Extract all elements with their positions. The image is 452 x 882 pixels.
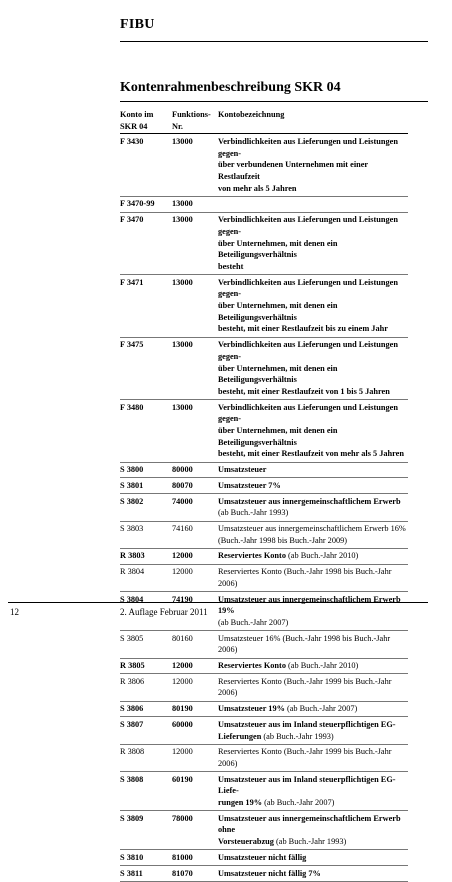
- table-row: [120, 850, 408, 866]
- table-row: [120, 659, 408, 675]
- cell-funktionsnr: 81070: [172, 868, 193, 878]
- cell-kontobezeichnung: [218, 339, 408, 398]
- edition-label: 2. Auflage Februar 2011: [120, 607, 208, 617]
- cell-funktionsnr: 80070: [172, 480, 193, 490]
- cell-konto: F 3470: [120, 215, 144, 225]
- cell-note: (ab Buch.-Jahr 2010): [285, 661, 359, 671]
- cell-kontobezeichnung: [218, 813, 408, 848]
- cell-text: Umsatzsteuer aus innergemeinschaftlichem Erwerb: [218, 496, 401, 506]
- table-body: [120, 134, 408, 881]
- cell-konto: S 3801: [120, 480, 144, 490]
- cell-kontobezeichnung: [218, 676, 408, 699]
- account-table: [120, 109, 408, 882]
- cell-text: Verbindlichkeiten aus Lieferungen und Leistungen gegen- über verbundenen Unternehmen mit einer Restlaufzeit von mehr als 5 Jahren: [218, 136, 398, 193]
- cell-text: Verbindlichkeiten aus Lieferungen und Leistungen gegen- über Unternehmen, mit denen ein Beteiligungsverhältnis besteht, mit einer Restlaufzeit bis zu einem Jahr: [218, 277, 398, 334]
- table-header-row: [120, 109, 408, 134]
- cell-text: Umsatzsteuer aus innergemeinschaftlichem Erwerb ohne Vorsteuerabzug: [218, 813, 401, 847]
- table-row: [120, 197, 408, 213]
- cell-konto: R 3806: [120, 676, 145, 686]
- table-row: [120, 702, 408, 718]
- cell-note: (ab Buch.-Jahr 1993): [261, 731, 334, 741]
- cell-funktionsnr: 74190: [172, 594, 193, 604]
- cell-konto: F 3471: [120, 277, 144, 287]
- cell-text: Umsatzsteuer 16% (Buch.-Jahr 1998 bis Buch.-Jahr 2006): [218, 633, 391, 655]
- cell-funktionsnr: 13000: [172, 136, 193, 146]
- cell-funktionsnr: 12000: [172, 567, 193, 577]
- cell-konto: S 3806: [120, 704, 144, 714]
- cell-funktionsnr: 80190: [172, 704, 193, 714]
- cell-funktionsnr: 80000: [172, 465, 193, 475]
- cell-text: Umsatzsteuer 7%: [218, 480, 281, 490]
- cell-kontobezeichnung: [218, 402, 408, 461]
- cell-text: Umsatzsteuer aus im Inland steuerpflichtigen EG- Lieferungen: [218, 719, 396, 741]
- cell-konto: R 3805: [120, 661, 145, 671]
- cell-funktionsnr: 81000: [172, 852, 193, 862]
- cell-funktionsnr: 12000: [172, 661, 193, 671]
- cell-kontobezeichnung: [218, 464, 408, 476]
- cell-text: Umsatzsteuer 19%: [218, 704, 285, 714]
- cell-note: (ab Buch.-Jahr 1993): [273, 837, 347, 847]
- cell-konto: S 3800: [120, 465, 144, 475]
- cell-konto: S 3803: [120, 524, 144, 533]
- table-row: [120, 631, 408, 658]
- cell-funktionsnr: 13000: [172, 340, 193, 350]
- cell-funktionsnr: 13000: [172, 402, 193, 412]
- table-row: [120, 275, 408, 338]
- cell-konto: S 3809: [120, 813, 144, 823]
- cell-funktionsnr: 80160: [172, 633, 193, 643]
- cell-kontobezeichnung: [218, 660, 408, 672]
- cell-kontobezeichnung: [218, 480, 408, 492]
- cell-konto: S 3805: [120, 633, 144, 643]
- footer-divider: [8, 602, 428, 603]
- cell-text: Reserviertes Konto: [218, 551, 286, 561]
- cell-note: (ab Buch.-Jahr 2007): [262, 798, 335, 808]
- cell-kontobezeichnung: [218, 852, 408, 864]
- table-row: [120, 745, 408, 772]
- header-divider: [120, 41, 428, 42]
- cell-note: (ab Buch.-Jahr 2010): [285, 551, 359, 561]
- cell-konto: R 3804: [120, 567, 145, 577]
- cell-text: Verbindlichkeiten aus Lieferungen und Leistungen gegen- über Unternehmen, mit denen ein Beteiligungsverhältnis besteht, mit einer Restlaufzeit von 1 bis 5 Jahren: [218, 340, 398, 396]
- cell-konto: S 3804: [120, 594, 144, 604]
- page-number: 12: [10, 607, 19, 617]
- cell-kontobezeichnung: [218, 746, 408, 769]
- cell-funktionsnr: 12000: [172, 551, 193, 561]
- table-row: [120, 400, 408, 463]
- cell-text: Verbindlichkeiten aus Lieferungen und Leistungen gegen- über Unternehmen, mit denen ein Beteiligungsverhältnis besteht, mit einer Restlaufzeit von mehr als 5 Jahren: [218, 402, 404, 459]
- column-header-kontobezeichnung: Kontobezeichnung: [218, 110, 285, 119]
- table-row: [120, 772, 408, 811]
- table-row: [120, 522, 408, 549]
- cell-kontobezeichnung: [218, 868, 408, 880]
- cell-funktionsnr: 74160: [172, 524, 193, 533]
- cell-kontobezeichnung: [218, 774, 408, 809]
- cell-konto: S 3807: [120, 719, 144, 729]
- cell-text: Umsatzsteuer nicht fällig 7%: [218, 868, 321, 878]
- cell-konto: F 3475: [120, 340, 144, 350]
- cell-konto: F 3480: [120, 402, 144, 412]
- document-header-title: FIBU: [120, 17, 155, 32]
- cell-text: Reserviertes Konto (Buch.-Jahr 1999 bis Buch.-Jahr 2006): [218, 747, 392, 768]
- cell-text: Reserviertes Konto (Buch.-Jahr 1998 bis Buch.-Jahr 2006): [218, 567, 392, 588]
- cell-funktionsnr: 13000: [172, 199, 193, 209]
- cell-text: Reserviertes Konto: [218, 661, 286, 671]
- column-header-konto: Konto im SKR 04: [120, 110, 154, 131]
- table-row: [120, 811, 408, 850]
- cell-funktionsnr: 12000: [172, 747, 193, 757]
- cell-funktionsnr: 78000: [172, 813, 193, 823]
- cell-text: Umsatzsteuer aus innergemeinschaftlichem Erwerb 16% (Buch.-Jahr 1998 bis Buch.-Jahr 2009): [218, 524, 406, 545]
- table-row: [120, 866, 408, 882]
- cell-kontobezeichnung: [218, 496, 408, 519]
- cell-text: Umsatzsteuer: [218, 465, 267, 475]
- table-row: [120, 494, 408, 521]
- cell-text: Verbindlichkeiten aus Lieferungen und Leistungen gegen- über Unternehmen, mit denen ein Beteiligungsverhältnis besteht: [218, 215, 398, 271]
- cell-konto: R 3803: [120, 551, 145, 561]
- column-header-funktionsnr: Funktions- Nr.: [172, 110, 211, 131]
- cell-kontobezeichnung: [218, 719, 408, 742]
- table-row: [120, 134, 408, 197]
- cell-kontobezeichnung: [218, 703, 408, 715]
- cell-kontobezeichnung: [218, 566, 408, 589]
- table-row: [120, 478, 408, 494]
- table-row: [120, 717, 408, 744]
- cell-konto: F 3430: [120, 136, 144, 146]
- table-row: [120, 338, 408, 401]
- cell-kontobezeichnung: [218, 523, 408, 546]
- cell-funktionsnr: 60000: [172, 719, 193, 729]
- cell-kontobezeichnung: [218, 550, 408, 562]
- cell-konto: F 3470-99: [120, 199, 155, 209]
- table-row: [120, 674, 408, 701]
- cell-text: Umsatzsteuer nicht fällig: [218, 852, 307, 862]
- cell-konto: S 3802: [120, 496, 144, 506]
- cell-kontobezeichnung: [218, 277, 408, 336]
- cell-funktionsnr: 12000: [172, 676, 193, 686]
- cell-kontobezeichnung: [218, 214, 408, 273]
- section-title: Kontenrahmenbeschreibung SKR 04: [120, 80, 341, 95]
- cell-kontobezeichnung: [218, 594, 408, 629]
- cell-text: Umsatzsteuer aus im Inland steuerpflichtigen EG-Liefe- rungen 19%: [218, 774, 396, 808]
- cell-konto: S 3810: [120, 852, 144, 862]
- cell-kontobezeichnung: [218, 198, 408, 210]
- table-row: [120, 213, 408, 276]
- table-row: [120, 565, 408, 592]
- section-divider: [120, 101, 428, 102]
- cell-funktionsnr: 60190: [172, 774, 193, 784]
- table-row: [120, 463, 408, 479]
- cell-konto: R 3808: [120, 747, 145, 757]
- cell-kontobezeichnung: [218, 633, 408, 656]
- cell-note: (ab Buch.-Jahr 2007): [284, 704, 358, 714]
- cell-funktionsnr: 13000: [172, 215, 193, 225]
- cell-konto: S 3808: [120, 774, 144, 784]
- cell-konto: S 3811: [120, 868, 143, 878]
- table-row: [120, 549, 408, 565]
- cell-funktionsnr: 13000: [172, 277, 193, 287]
- cell-note: (ab Buch.-Jahr 1993): [218, 508, 289, 518]
- cell-funktionsnr: 74000: [172, 496, 193, 506]
- cell-note: (ab Buch.-Jahr 2007): [218, 617, 289, 627]
- cell-text: Reserviertes Konto (Buch.-Jahr 1999 bis Buch.-Jahr 2006): [218, 676, 392, 698]
- cell-kontobezeichnung: [218, 136, 408, 195]
- cell-text: Umsatzsteuer aus innergemeinschaftlichem Erwerb 19%: [218, 594, 401, 616]
